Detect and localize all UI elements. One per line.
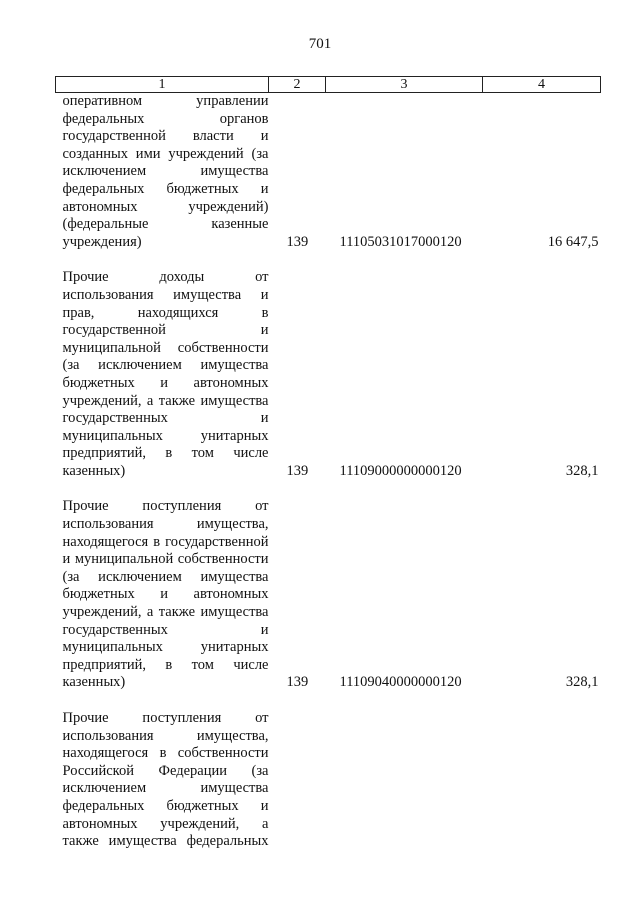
row-spacer (56, 251, 601, 269)
table-row (56, 93, 601, 252)
amount-cell: 16 647,5 (547, 233, 599, 250)
column-header-2: 2 (269, 77, 326, 93)
row-spacer (56, 692, 601, 710)
table-row (56, 498, 601, 692)
column-header-3: 3 (326, 77, 483, 93)
classification-code-cell: 11109040000000120 (339, 674, 462, 691)
amount-cell: 328,1 (565, 674, 599, 691)
revenue-name-cell: Прочие доходы от использования имущества и прав, находящихся в государственной и муниципальной собственности (за исключением имущества бюджетных и автономных учреждений, а также имущества государственных и муниципальных унитарных предприятий, в том числе казенных) (62, 269, 269, 479)
admin-code-cell: 139 (286, 233, 309, 250)
page-number: 701 (308, 36, 332, 52)
table-header-row (56, 77, 601, 93)
column-header-1: 1 (56, 77, 269, 93)
budget-revenue-table (55, 76, 601, 851)
admin-code-cell (269, 710, 326, 851)
revenue-name-cell: оперативном управлении федеральных органов государственной власти и созданных ими учреждений (за исключением имущества федеральных бюджетных и автономных учреждений) (федеральные казенные учреждения) (62, 93, 269, 250)
classification-code-cell: 11105031017000120 (339, 233, 462, 250)
admin-code-cell: 139 (286, 674, 309, 691)
revenue-name-cell: Прочие поступления от использования имущества, находящегося в государственной и муниципальной собственности (за исключением имущества бюджетных и автономных учреждений, а также имущества государственных и муниципальных унитарных предприятий, в том числе казенных) (62, 498, 269, 691)
revenue-name-cell: Прочие поступления от использования имущества, находящегося в собственности Российской Федерации (за исключением имущества федеральных бюджетных и автономных учреждений, а также имущества федеральных (62, 710, 269, 850)
admin-code-cell: 139 (286, 462, 309, 479)
classification-code-cell (326, 710, 483, 851)
row-spacer (56, 480, 601, 498)
table-row (56, 710, 601, 851)
table-row (56, 269, 601, 480)
classification-code-cell: 11109000000000120 (339, 462, 462, 479)
amount-cell: 328,1 (565, 462, 599, 479)
column-header-4: 4 (483, 77, 601, 93)
amount-cell (483, 710, 601, 851)
